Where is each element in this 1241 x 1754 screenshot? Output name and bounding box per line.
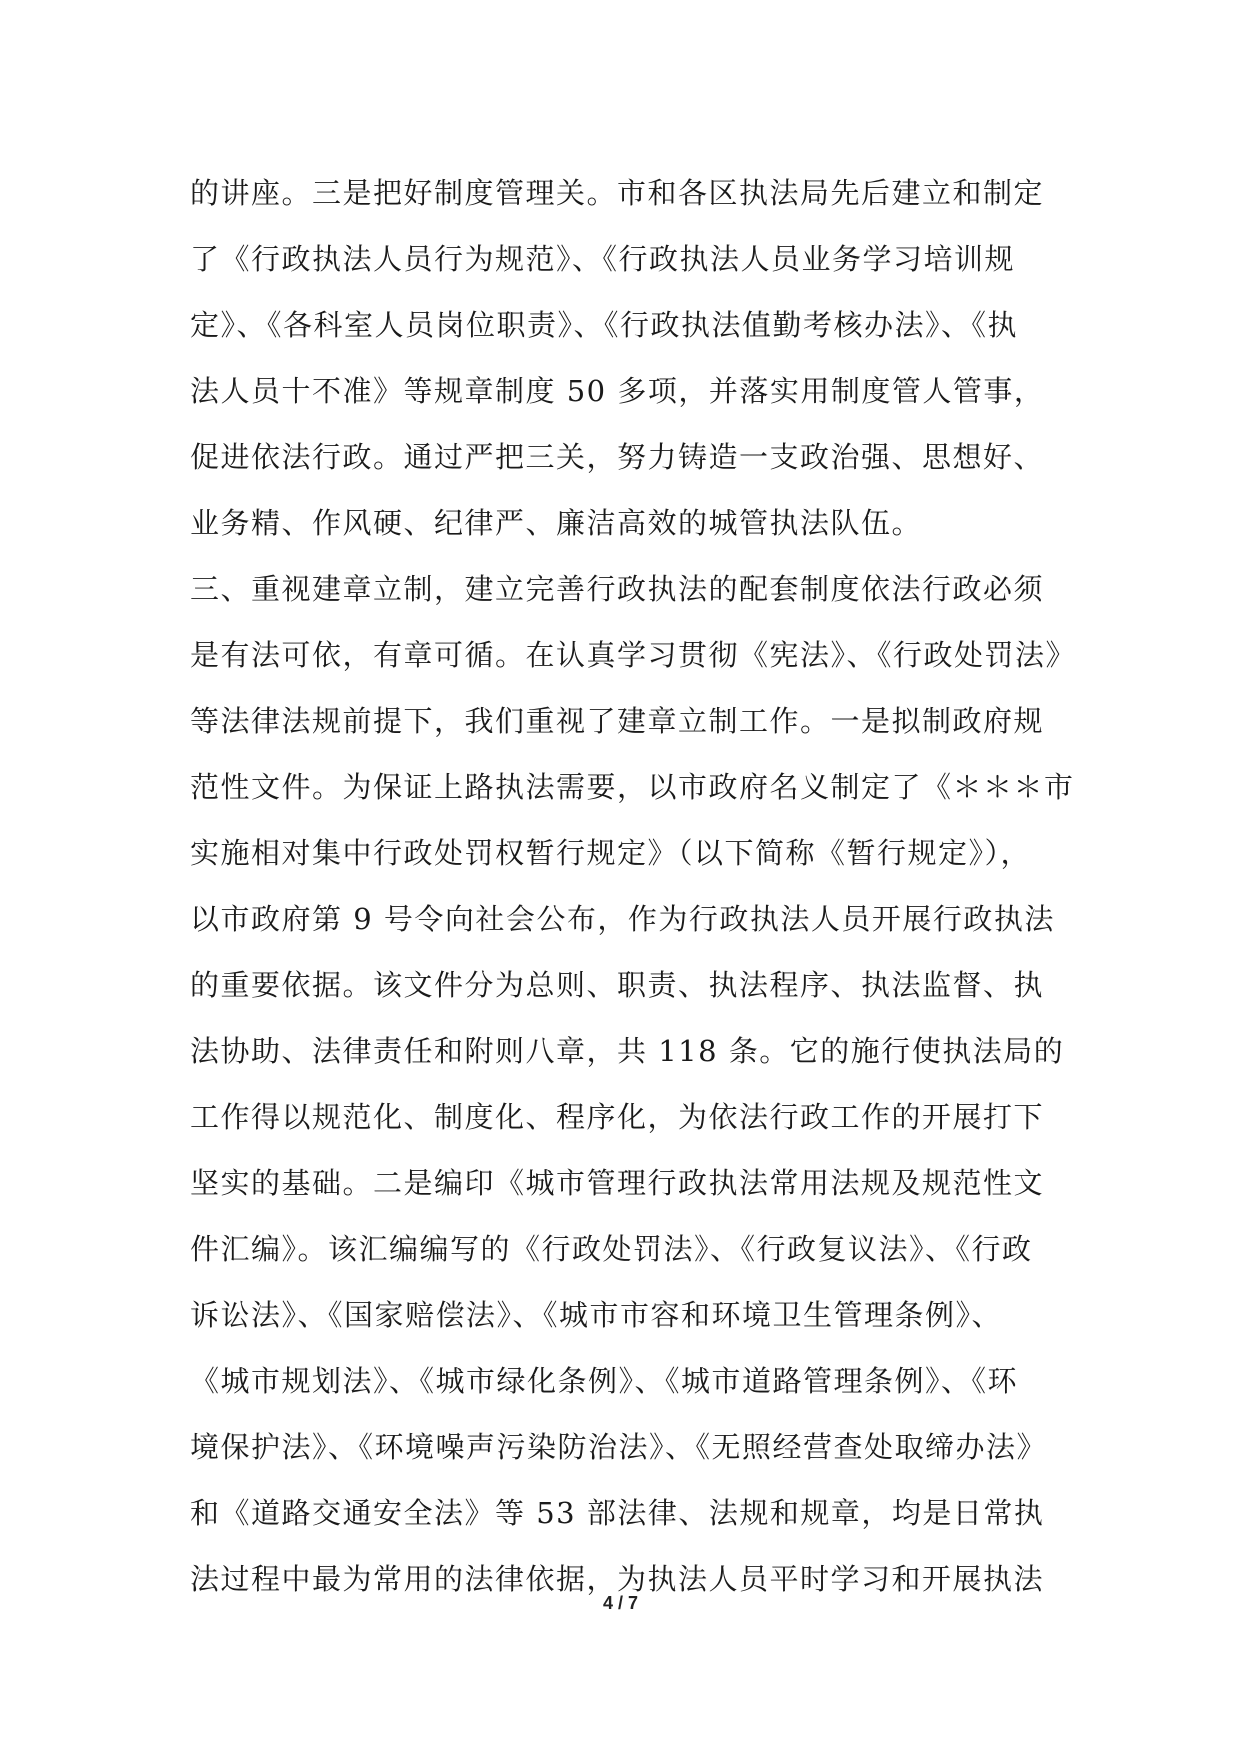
text-line: 实施相对集中行政处罚权暂行规定》（以下简称《暂行规定》），: [190, 836, 1032, 870]
text-line: 范性文件。为保证上路执法需要，以市政府名义制定了《＊＊＊市: [190, 770, 1075, 804]
text-line: 境保护法》、《环境噪声污染防治法》、《无照经营查处取缔办法》: [190, 1430, 1048, 1464]
text-line: 的重要依据。该文件分为总则、职责、执法程序、执法监督、执: [190, 968, 1045, 1002]
page-number: 4 / 7: [602, 1593, 639, 1613]
text-line: 《城市规划法》、《城市绿化条例》、《城市道路管理条例》、《环: [190, 1364, 1019, 1398]
text-line: 以市政府第 9 号令向社会公布，作为行政执法人员开展行政执法: [190, 902, 1055, 936]
text-line: 法人员十不准》等规章制度 50 多项，并落实用制度管人管事，: [190, 374, 1045, 408]
text-line: 的讲座。三是把好制度管理关。市和各区执法局先后建立和制定: [190, 176, 1045, 210]
text-line: 三、重视建章立制，建立完善行政执法的配套制度依法行政必须: [190, 572, 1045, 606]
text-line: 件汇编》。该汇编编写的《行政处罚法》、《行政复议法》、《行政: [190, 1232, 1033, 1266]
text-line: 和《道路交通安全法》等 53 部法律、法规和规章，均是日常执: [190, 1496, 1045, 1530]
text-line: 坚实的基础。二是编印《城市管理行政执法常用法规及规范性文: [190, 1166, 1045, 1200]
text-line: 诉讼法》、《国家赔偿法》、《城市市容和环境卫生管理条例》、: [190, 1298, 1003, 1332]
text-line: 促进依法行政。通过严把三关，努力铸造一支政治强、思想好、: [190, 440, 1045, 474]
text-line: 业务精、作风硬、纪律严、廉洁高效的城管执法队伍。: [190, 506, 923, 540]
text-line: 工作得以规范化、制度化、程序化，为依法行政工作的开展打下: [190, 1100, 1045, 1134]
text-line: 法协助、法律责任和附则八章，共 118 条。它的施行使执法局的: [190, 1034, 1065, 1068]
text-line: 是有法可依，有章可循。在认真学习贯彻《宪法》、《行政处罚法》: [190, 638, 1077, 672]
body-text: [190, 160, 1077, 1612]
text-line: 定》、《各科室人员岗位职责》、《行政执法值勤考核办法》、《执: [190, 308, 1019, 342]
text-line: 法过程中最为常用的法律依据，为执法人员平时学习和开展执法: [190, 1562, 1045, 1596]
text-line: 等法律法规前提下，我们重视了建章立制工作。一是拟制政府规: [190, 704, 1045, 738]
text-line: 了《行政执法人员行为规范》、《行政执法人员业务学习培训规: [190, 242, 1016, 276]
